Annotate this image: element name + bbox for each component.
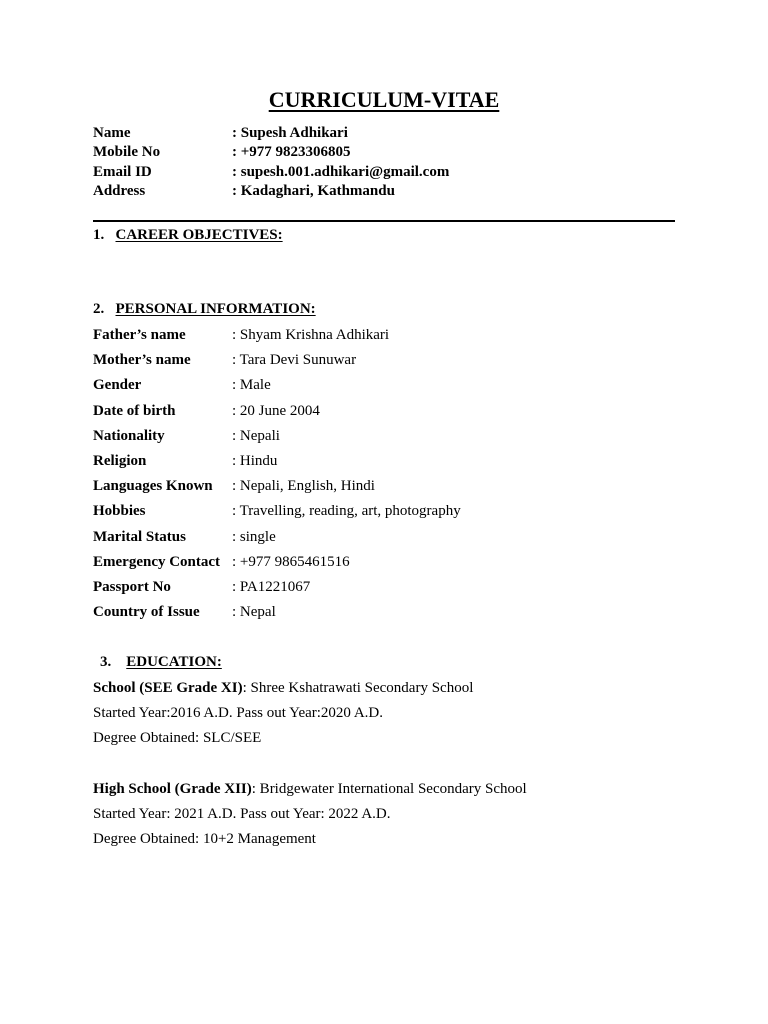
personal-row xyxy=(93,450,461,475)
contact-row-address xyxy=(93,182,449,201)
education-degree: Degree Obtained: SLC/SEE xyxy=(93,730,262,747)
education-years: Started Year: 2021 A.D. Pass out Year: 2022 A.D. xyxy=(93,806,391,823)
contact-value: : +977 9823306805 xyxy=(232,144,351,161)
horizontal-divider xyxy=(93,220,675,222)
section-heading-education xyxy=(100,652,222,672)
personal-value: : Travelling, reading, art, photography xyxy=(232,503,461,520)
education-heading-line xyxy=(93,778,527,803)
personal-label: Emergency Contact xyxy=(93,553,221,570)
personal-row xyxy=(93,551,461,576)
personal-label: Religion xyxy=(93,452,147,469)
education-heading-line xyxy=(93,677,473,702)
education-institution: : Bridgewater International Secondary School xyxy=(251,781,527,797)
personal-label: Languages Known xyxy=(93,478,213,495)
contact-value: : supesh.001.adhikari@gmail.com xyxy=(232,163,450,180)
section-title: PERSONAL INFORMATION: xyxy=(115,301,316,317)
contact-row-name xyxy=(93,124,449,143)
personal-value: : Male xyxy=(232,377,271,394)
personal-row xyxy=(93,475,461,500)
personal-label: Nationality xyxy=(93,427,165,444)
personal-value: : Shyam Krishna Adhikari xyxy=(232,327,390,343)
personal-value: : Hindu xyxy=(232,452,278,469)
personal-label: Gender xyxy=(93,377,142,394)
section-number: 3. xyxy=(100,654,112,670)
education-entry-high-school xyxy=(93,778,527,854)
section-title: CAREER OBJECTIVES: xyxy=(115,227,283,243)
contact-label: Address xyxy=(93,182,146,199)
personal-row xyxy=(93,400,461,425)
personal-row xyxy=(93,500,461,525)
personal-label: Mother’s name xyxy=(93,352,191,369)
personal-row xyxy=(93,324,461,349)
contact-info xyxy=(93,124,449,201)
personal-label: Father’s name xyxy=(93,327,186,343)
personal-value: : Nepali xyxy=(232,427,280,444)
section-heading-personal xyxy=(93,299,316,319)
personal-row xyxy=(93,526,461,551)
education-entry-school xyxy=(93,677,473,753)
personal-row xyxy=(93,425,461,450)
section-title: EDUCATION: xyxy=(126,654,222,670)
personal-row xyxy=(93,349,461,374)
education-level: School (SEE Grade XI) xyxy=(93,680,243,696)
education-level: High School (Grade XII) xyxy=(93,781,252,797)
contact-label: Email ID xyxy=(93,163,152,180)
education-years: Started Year:2016 A.D. Pass out Year:2020 A.D. xyxy=(93,705,384,722)
contact-label: Name xyxy=(93,125,131,141)
section-number: 1. xyxy=(93,227,105,243)
personal-value: : PA1221067 xyxy=(232,578,311,595)
personal-label: Country of Issue xyxy=(93,604,200,621)
contact-row-mobile xyxy=(93,143,449,162)
personal-value: : +977 9865461516 xyxy=(232,553,350,570)
personal-info-list xyxy=(93,324,461,626)
personal-value: : 20 June 2004 xyxy=(232,402,320,419)
personal-label: Hobbies xyxy=(93,503,146,520)
personal-row xyxy=(93,601,461,626)
personal-value: : single xyxy=(232,528,276,545)
personal-value: : Tara Devi Sunuwar xyxy=(232,352,357,369)
personal-value: : Nepal xyxy=(232,604,276,621)
education-degree: Degree Obtained: 10+2 Management xyxy=(93,831,316,848)
personal-row xyxy=(93,374,461,399)
section-heading-career xyxy=(93,225,283,245)
contact-value: : Supesh Adhikari xyxy=(232,125,348,141)
personal-label: Passport No xyxy=(93,578,171,595)
personal-label: Marital Status xyxy=(93,528,186,545)
personal-label: Date of birth xyxy=(93,402,176,419)
education-institution: : Shree Kshatrawati Secondary School xyxy=(242,680,474,696)
contact-value: : Kadaghari, Kathmandu xyxy=(232,182,395,199)
contact-row-email xyxy=(93,163,449,182)
personal-value: : Nepali, English, Hindi xyxy=(232,478,375,495)
section-number: 2. xyxy=(93,301,105,317)
contact-label: Mobile No xyxy=(93,144,161,161)
personal-row xyxy=(93,576,461,601)
document-title: CURRICULUM-VITAE xyxy=(268,87,500,112)
